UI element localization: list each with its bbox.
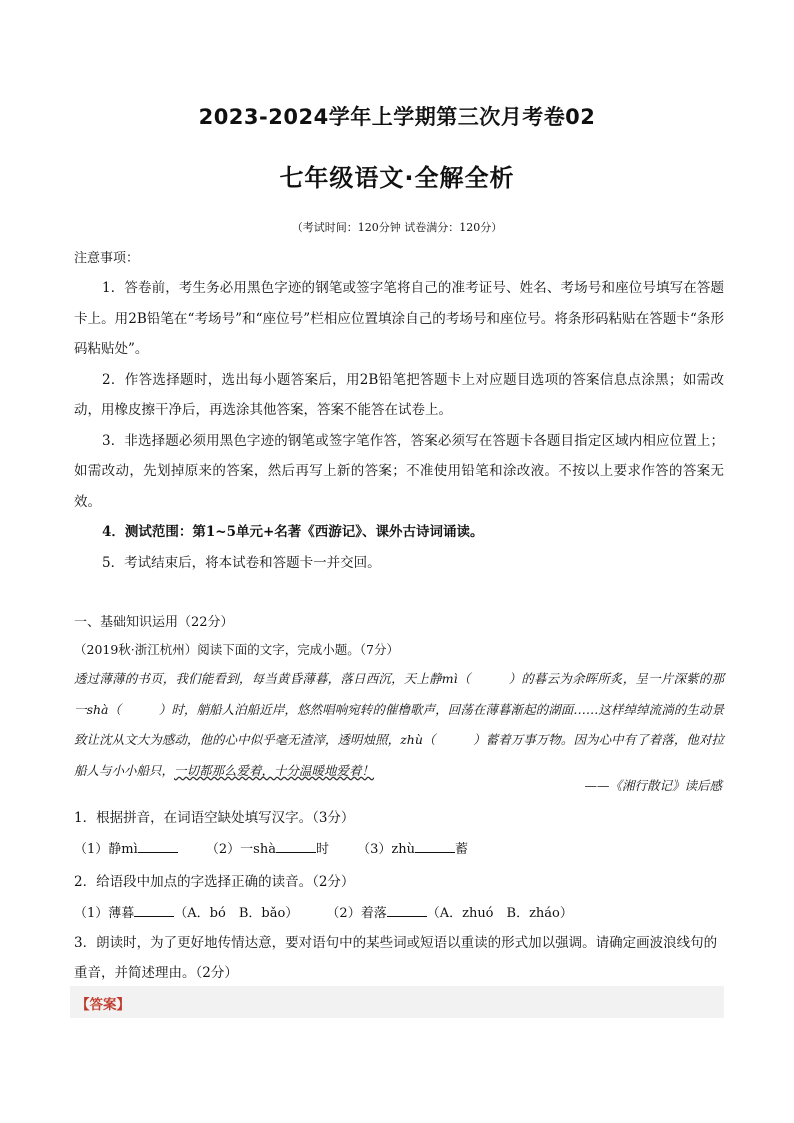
note-item-1: 1．答卷前，考生务必用黑色字迹的钢笔或签字笔将自己的准考证号、姓名、考场号和座位号填写在答题卡上。用2B铅笔在“考场号”和“座位号”栏相应位置填涂自己的考场号和座位号。将条形码粘贴在答题卡“条形码粘贴处”。 [74, 280, 724, 357]
passage-text: 透过薄薄的书页，我们能看到，每当黄昏薄暮，落日西沉，天上静mì（ ）的暮云为余晖所炙，呈一片深紫的那一shà（ ）时，艄船人泊船近岸，悠然唱响宛转的催橹歌声，回荡在薄暮渐起的湖面……这样绰绰流淌的生动景致让沈从文大为感动，他的心中似乎毫无渣滓，透明烛照，zhù（ ）蓄着万事万物。因为心中有了着落，他对拉船人与小小船只， [74, 671, 724, 778]
q1-item-1: （1）静mì [74, 842, 138, 857]
answer-label: 【答案】 [76, 997, 130, 1013]
document-title: 2023-2024学年上学期第三次月考卷02 [198, 105, 596, 129]
q1-item-2-suffix: 时 [315, 842, 329, 857]
answer-blank[interactable] [387, 904, 427, 917]
answer-blank[interactable] [134, 904, 174, 917]
wavy-underlined-sentence: 一切都那么爱着，十分温暖地爱着！ [174, 762, 375, 778]
passage-credit: ——《湘行散记》读后感 [584, 778, 722, 793]
q2-item-2-options: （A．zhuó B．zháo） [426, 906, 573, 921]
document-subtitle: 七年级语文·全解全析 [279, 164, 515, 192]
q1-item-2: （2）一shà [205, 842, 276, 857]
answer-blank[interactable] [138, 840, 178, 853]
question-1: 1．根据拼音，在词语空缺处填写汉字。（3分） [74, 810, 355, 826]
note-item-3: 3．非选择题必须用黑色字迹的钢笔或签字笔作答，答案必须写在答题卡各题目指定区域内相应位置上；如需改动，先划掉原来的答案，然后再写上新的答案；不准使用铅笔和涂改液。不按以上要求作答的答案无效。 [74, 432, 724, 510]
q1-item-3: （3）zhù [357, 842, 416, 857]
q2-item-2: （2）着落 [326, 906, 387, 921]
question-3: 3．朗读时，为了更好地传情达意，要对语句中的某些词或短语以重读的形式加以强调。请确定画波浪线句的重音，并简述理由。（2分） [74, 935, 718, 981]
question-1-items [74, 838, 492, 857]
exam-info: （考试时间：120分钟 试卷满分：120分） [291, 221, 503, 234]
notes-heading: 注意事项： [74, 251, 140, 266]
answer-blank[interactable] [276, 840, 316, 853]
q1-item-3-suffix: 蓄 [455, 842, 469, 857]
notes-list [74, 273, 724, 578]
section-title: 一、基础知识运用（22分） [74, 615, 234, 630]
q2-item-1-options: （A．bó B．bǎo） [174, 906, 299, 921]
note-item-2: 2．作答选择题时，选出每小题答案后，用2B铅笔把答题卡上对应题目选项的答案信息点涂黑；如需改动，用橡皮擦干净后，再选涂其他答案，答案不能答在试卷上。 [74, 371, 724, 418]
q2-item-1: （1）薄暮 [74, 906, 135, 921]
question-2-items [74, 902, 597, 921]
question-2: 2．给语段中加点的字选择正确的读音。（2分） [74, 874, 355, 890]
note-item-5: 5．考试结束后，将本试卷和答题卡一并交回。 [102, 554, 381, 571]
answer-blank[interactable] [415, 840, 455, 853]
passage-source: （2019秋·浙江杭州）阅读下面的文字，完成小题。（7分） [74, 642, 399, 657]
reading-passage [74, 664, 724, 786]
answer-section [70, 986, 724, 1018]
note-item-4: 4．测试范围：第1~5单元+名著《西游记》、课外古诗词诵读。 [102, 524, 484, 540]
